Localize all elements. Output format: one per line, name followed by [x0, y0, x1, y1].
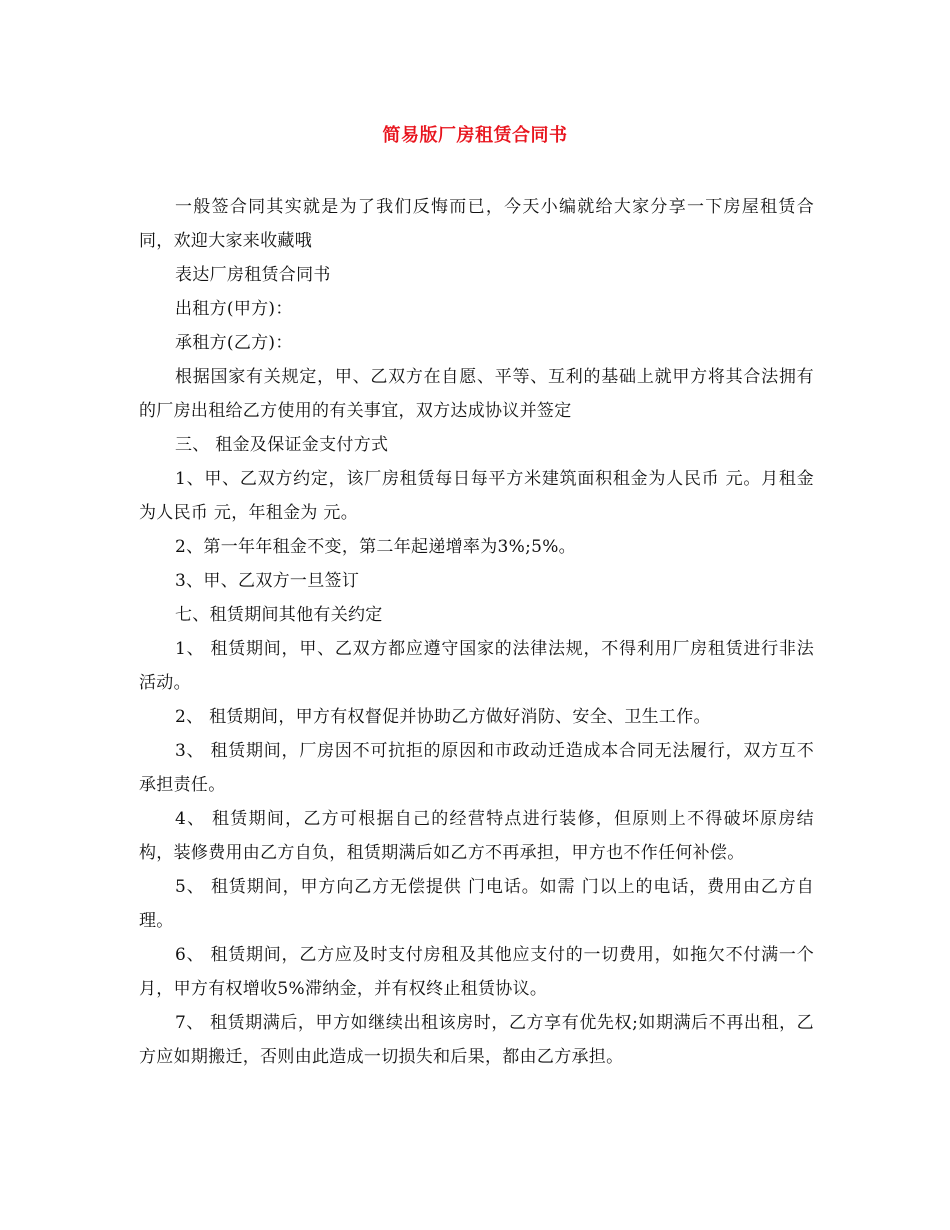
paragraph: 根据国家有关规定，甲、乙双方在自愿、平等、互利的基础上就甲方将其合法拥有的厂房出租给乙方使用的有关事宜，双方达成协议并签定 [139, 367, 814, 421]
paragraph: 承租方(乙方)： [175, 333, 293, 353]
paragraph: 7、 租赁期满后，甲方如继续出租该房时，乙方享有优先权;如期满后不再出租，乙方应如期搬迁，否则由此造成一切损失和后果，都由乙方承担。 [139, 1013, 814, 1067]
paragraph: 3、甲、乙双方一旦签订 [175, 571, 360, 591]
paragraph: 6、 租赁期间，乙方应及时支付房租及其他应支付的一切费用，如拖欠不付满一个月，甲方有权增收5%滞纳金，并有权终止租赁协议。 [139, 945, 814, 999]
paragraph: 5、 租赁期间，甲方向乙方无偿提供 门电话。如需 门以上的电话，费用由乙方自理。 [139, 877, 814, 931]
paragraph: 4、 租赁期间，乙方可根据自己的经营特点进行装修，但原则上不得破坏原房结构，装修费用由乙方自负，租赁期满后如乙方不再承担，甲方也不作任何补偿。 [139, 809, 814, 863]
paragraph: 出租方(甲方)： [175, 299, 293, 319]
paragraph: 三、 租金及保证金支付方式 [175, 435, 389, 455]
document-body [139, 190, 814, 1074]
document-title: 简易版厂房租赁合同书 [382, 125, 568, 146]
paragraph: 1、甲、乙双方约定，该厂房租赁每日每平方米建筑面积租金为人民币 元。月租金为人民币 元，年租金为 元。 [139, 469, 814, 523]
paragraph: 七、租赁期间其他有关约定 [175, 605, 383, 625]
paragraph: 表达厂房租赁合同书 [175, 265, 331, 285]
paragraph: 2、第一年年租金不变，第二年起递增率为3%;5%。 [175, 537, 576, 557]
paragraph: 1、 租赁期间，甲、乙双方都应遵守国家的法律法规，不得利用厂房租赁进行非法活动。 [139, 639, 814, 693]
paragraph: 3、 租赁期间，厂房因不可抗拒的原因和市政动迁造成本合同无法履行，双方互不承担责任。 [139, 741, 814, 795]
paragraph: 一般签合同其实就是为了我们反悔而已，今天小编就给大家分享一下房屋租赁合同，欢迎大家来收藏哦 [139, 197, 814, 251]
paragraph: 2、 租赁期间，甲方有权督促并协助乙方做好消防、安全、卫生工作。 [175, 707, 711, 727]
